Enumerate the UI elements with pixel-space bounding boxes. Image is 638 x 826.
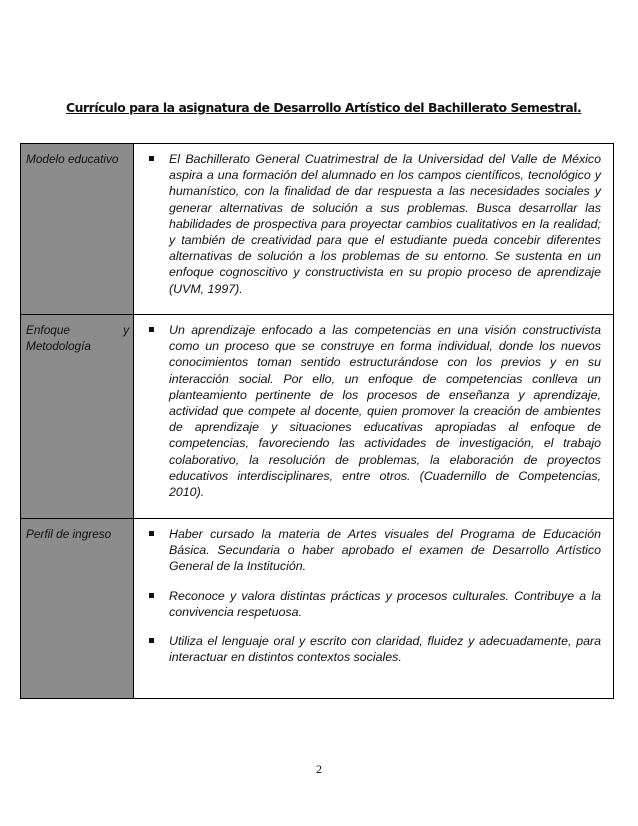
list-item-text: Un aprendizaje enfocado a las competencias en una visión constructivista como un proceso que se construye en forma individual, donde los nuevos conocimientos toman sentido estructurándose con los previos y en su interacción social. Por ello, un enfoque de competencias conlleva un planteamiento pertinente de los procesos de enseñanza y aprendizaje, actividad que compete al docente, quien promover la creación de ambientes de aprendizaje y situaciones educativas apropiadas al enfoque de competencias, favoreciendo las actividades de investigación, el trabajo colaborativo, la resolución de problemas, la elaboración de proyectos educativos interdisciplinares, entre otros. (Cuadernillo de Competencias, 2010). — [169, 323, 601, 500]
document-title: Currículo para la asignatura de Desarrollo Artístico del Bachillerato Semestral. — [66, 100, 582, 115]
bullet-list — [134, 315, 613, 500]
row-content-cell — [134, 315, 614, 519]
curriculum-table — [20, 143, 614, 699]
row-label-cell — [21, 519, 134, 699]
list-item — [169, 588, 601, 620]
table-row — [21, 144, 614, 315]
row-label-cell — [21, 315, 134, 519]
row-label-cell — [21, 144, 134, 315]
bullet-list — [134, 144, 613, 297]
table-row — [21, 315, 614, 519]
list-item-text: Haber cursado la materia de Artes visuales del Programa de Educación Básica. Secundaria o haber aprobado el examen de Desarrollo Artístico General de la Institución. — [169, 527, 601, 574]
list-item — [169, 633, 601, 665]
bullet-list — [134, 519, 613, 665]
list-item-text: Utiliza el lenguaje oral y escrito con claridad, fluidez y adecuadamente, para interactuar en distintos contextos sociales. — [169, 634, 601, 665]
list-item — [169, 322, 601, 500]
square-bullet-icon — [149, 327, 154, 332]
list-item-text: Reconoce y valora distintas prácticas y procesos culturales. Contribuye a la convivencia respetuosa. — [169, 588, 601, 619]
row-content-cell — [134, 519, 614, 699]
square-bullet-icon — [149, 156, 154, 161]
row-label: Modelo educativo — [26, 152, 119, 166]
square-bullet-icon — [149, 638, 154, 643]
row-label: Enfoque y Metodología — [26, 323, 129, 353]
page-number: 2 — [316, 762, 322, 776]
square-bullet-icon — [149, 593, 154, 598]
list-item-text: El Bachillerato General Cuatrimestral de la Universidad del Valle de México aspira a una formación del alumnado en los campos científicos, tecnológico y humanístico, con la finalidad de dar respuesta a las necesidades sociales y generar alternativas de solución a sus problemas. Busca desarrollar las habilidades de prospectiva para proyectar cambios cualitativos en la realidad; y también de creatividad para que el estudiante pueda concebir diferentes alternativas de solución a los problemas de su entorno. Se sustenta en un enfoque cognoscitivo y constructivista en su propio proceso de aprendizaje (UVM, 1997). — [169, 152, 601, 296]
list-item — [169, 526, 601, 575]
list-item — [169, 151, 601, 297]
row-label: Perfil de ingreso — [26, 527, 112, 541]
row-content-cell — [134, 144, 614, 315]
table-row — [21, 519, 614, 699]
square-bullet-icon — [149, 531, 154, 536]
